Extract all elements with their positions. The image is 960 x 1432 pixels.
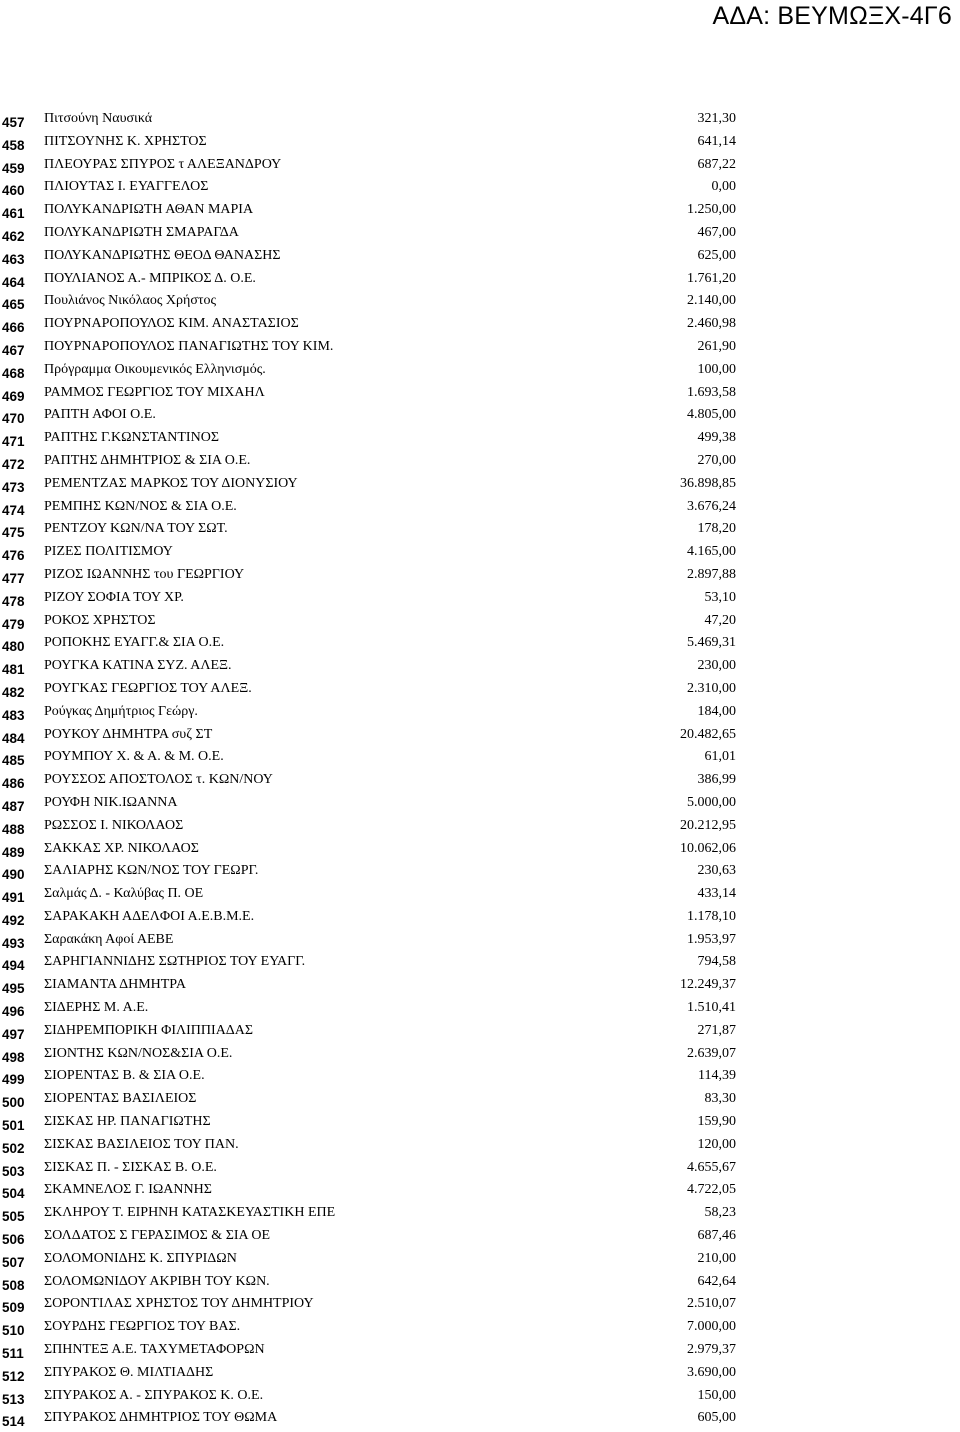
payee-name: ΣΙΣΚΑΣ ΗΡ. ΠΑΝΑΓΙΩΤΗΣ bbox=[44, 1114, 211, 1130]
list-item bbox=[0, 1318, 960, 1341]
row-number: 509 bbox=[2, 1300, 25, 1316]
list-item bbox=[0, 1181, 960, 1204]
amount-value: 321,30 bbox=[697, 111, 736, 126]
row-number: 463 bbox=[2, 251, 25, 267]
amount-value: 605,00 bbox=[697, 1410, 736, 1426]
row-number: 491 bbox=[2, 890, 25, 906]
amount-value: 100,00 bbox=[697, 361, 736, 377]
list-item bbox=[0, 543, 960, 566]
row-number: 490 bbox=[2, 867, 25, 883]
row-number: 497 bbox=[2, 1026, 25, 1042]
list-item bbox=[0, 1409, 960, 1432]
list-item bbox=[0, 771, 960, 794]
list-item bbox=[0, 1045, 960, 1068]
amount-value: 794,58 bbox=[697, 954, 736, 970]
list-item bbox=[0, 680, 960, 703]
row-number: 495 bbox=[2, 981, 25, 997]
list-item bbox=[0, 589, 960, 612]
row-number: 473 bbox=[2, 479, 25, 495]
amount-value: 4.805,00 bbox=[687, 407, 736, 423]
row-number: 487 bbox=[2, 798, 25, 814]
payee-name: Πρόγραμμα Οικουμενικός Ελληνισμός. bbox=[44, 361, 266, 377]
list-item bbox=[0, 1295, 960, 1318]
payee-name: Σαλμάς Δ. - Καλύβας Π. ΟΕ bbox=[44, 886, 204, 902]
amount-value: 0,00 bbox=[711, 179, 736, 195]
payee-name: ΡΙΖΕΣ ΠΟΛΙΤΙΣΜΟΥ bbox=[44, 544, 173, 560]
payee-name: ΣΟΥΡΔΗΣ ΓΕΩΡΓΙΟΣ ΤΟΥ ΒΑΣ. bbox=[44, 1319, 241, 1335]
row-number: 471 bbox=[2, 434, 25, 450]
amount-value: 1.953,97 bbox=[687, 931, 736, 947]
list-item bbox=[0, 1227, 960, 1250]
list-item bbox=[0, 224, 960, 247]
row-number: 485 bbox=[2, 753, 25, 769]
row-number: 484 bbox=[2, 730, 25, 746]
amount-value: 12.249,37 bbox=[680, 977, 736, 993]
row-number: 466 bbox=[2, 320, 25, 336]
payee-name: ΣΙΑΜΑΝΤΑ ΔΗΜΗΤΡΑ bbox=[44, 977, 186, 993]
payee-name: ΡΩΣΣΟΣ Ι. ΝΙΚΟΛΑΟΣ bbox=[44, 817, 184, 833]
payee-name: ΣΚΑΜΝΕΛΟΣ Γ. ΙΩΑΝΝΗΣ bbox=[44, 1182, 212, 1198]
amount-value: 1.250,00 bbox=[687, 202, 736, 218]
row-number: 475 bbox=[2, 525, 25, 541]
list-item bbox=[0, 976, 960, 999]
payee-name: ΠΟΛΥΚΑΝΔΡΙΩΤΗ ΣΜΑΡΑΓΔΑ bbox=[44, 224, 239, 240]
amount-value: 499,38 bbox=[697, 430, 736, 446]
list-item bbox=[0, 201, 960, 224]
payee-name: ΠΟΥΛΙΑΝΟΣ Α.- ΜΠΡΙΚΟΣ Δ. Ο.Ε. bbox=[44, 270, 256, 286]
row-number: 478 bbox=[2, 593, 25, 609]
document-code: ΑΔΑ: ΒΕΥΜΩΞΧ-4Γ6 bbox=[712, 2, 952, 30]
payee-name: Σαρακάκη Αφοί ΑΕΒΕ bbox=[44, 931, 174, 947]
list-item bbox=[0, 338, 960, 361]
row-number: 501 bbox=[2, 1118, 25, 1134]
row-number: 469 bbox=[2, 388, 25, 404]
row-number: 488 bbox=[2, 821, 25, 837]
row-number: 493 bbox=[2, 935, 25, 951]
list-item bbox=[0, 908, 960, 931]
row-number: 507 bbox=[2, 1254, 25, 1270]
list-item bbox=[0, 133, 960, 156]
payee-name: ΣΚΛΗΡΟΥ Τ. ΕΙΡΗΝΗ ΚΑΤΑΣΚΕΥΑΣΤΙΚΗ ΕΠΕ bbox=[44, 1205, 336, 1221]
payee-name: ΣΟΛΔΑΤΟΣ Σ ΓΕΡΑΣΙΜΟΣ & ΣΙΑ ΟΕ bbox=[44, 1228, 271, 1244]
row-number: 500 bbox=[2, 1095, 25, 1111]
list-item bbox=[0, 1364, 960, 1387]
payee-name: Ρούγκας Δημήτριος Γεώργ. bbox=[44, 703, 198, 719]
payee-name: ΡΟΥΜΠΟΥ Χ. & Α. & Μ. Ο.Ε. bbox=[44, 749, 224, 765]
list-item bbox=[0, 1159, 960, 1182]
payee-name: ΡΕΜΕΝΤΖΑΣ ΜΑΡΚΟΣ ΤΟΥ ΔΙΟΝΥΣΙΟΥ bbox=[44, 475, 298, 491]
payee-name: Πουλιάνος Νικόλαος Χρήστος bbox=[44, 293, 217, 309]
row-number: 489 bbox=[2, 844, 25, 860]
payee-name: ΣΠΥΡΑΚΟΣ ΔΗΜΗΤΡΙΟΣ ΤΟΥ ΘΩΜΑ bbox=[44, 1410, 278, 1426]
amount-value: 270,00 bbox=[697, 452, 736, 468]
row-number: 504 bbox=[2, 1186, 25, 1202]
amount-value: 1.510,41 bbox=[687, 1000, 736, 1016]
list-item bbox=[0, 794, 960, 817]
row-number: 499 bbox=[2, 1072, 25, 1088]
list-item bbox=[0, 657, 960, 680]
list-item bbox=[0, 634, 960, 657]
row-number: 457 bbox=[2, 115, 25, 130]
row-number: 480 bbox=[2, 639, 25, 655]
payee-name: ΡΙΖΟΥ ΣΟΦΙΑ ΤΟΥ ΧΡ. bbox=[44, 589, 184, 605]
payee-name: ΡΟΥΚΟΥ ΔΗΜΗΤΡΑ συζ ΣΤ bbox=[44, 726, 213, 742]
list-item bbox=[0, 1341, 960, 1364]
payee-name: ΠΛΙΟΥΤΑΣ Ι. ΕΥΑΓΓΕΛΟΣ bbox=[44, 179, 209, 195]
amount-value: 47,20 bbox=[704, 612, 736, 628]
row-number: 506 bbox=[2, 1232, 25, 1248]
row-number: 470 bbox=[2, 411, 25, 427]
list-item bbox=[0, 156, 960, 179]
list-item bbox=[0, 1090, 960, 1113]
amount-value: 4.722,05 bbox=[687, 1182, 736, 1198]
list-item bbox=[0, 498, 960, 521]
amount-value: 1.761,20 bbox=[687, 270, 736, 286]
row-number: 467 bbox=[2, 342, 25, 358]
payee-name: ΡΑΜΜΟΣ ΓΕΩΡΓΙΟΣ ΤΟΥ ΜΙΧΑΗΛ bbox=[44, 384, 265, 400]
list-item bbox=[0, 1067, 960, 1090]
payee-name: ΡΟΥΓΚΑ ΚΑΤΙΝΑ ΣΥΖ. ΑΛΕΞ. bbox=[44, 658, 232, 674]
row-number: 459 bbox=[2, 160, 25, 176]
amount-value: 1.693,58 bbox=[687, 384, 736, 400]
list-item bbox=[0, 566, 960, 589]
list-item bbox=[0, 726, 960, 749]
amount-value: 433,14 bbox=[697, 886, 736, 902]
amount-value: 178,20 bbox=[697, 521, 736, 537]
row-number: 503 bbox=[2, 1163, 25, 1179]
row-number: 464 bbox=[2, 274, 25, 290]
list-item bbox=[0, 885, 960, 908]
amount-value: 4.165,00 bbox=[687, 544, 736, 560]
row-number: 511 bbox=[2, 1346, 24, 1362]
list-item bbox=[0, 862, 960, 885]
list-item bbox=[0, 406, 960, 429]
amount-value: 625,00 bbox=[697, 247, 736, 263]
amount-value: 261,90 bbox=[697, 338, 736, 354]
list-item bbox=[0, 315, 960, 338]
payee-name: ΡΕΜΠΗΣ ΚΩΝ/ΝΟΣ & ΣΙΑ Ο.Ε. bbox=[44, 498, 237, 514]
row-number: 505 bbox=[2, 1209, 25, 1225]
list-item bbox=[0, 361, 960, 384]
row-number: 502 bbox=[2, 1140, 25, 1156]
list-item bbox=[0, 1113, 960, 1136]
amount-value: 150,00 bbox=[697, 1387, 736, 1403]
amount-value: 210,00 bbox=[697, 1250, 736, 1266]
row-number: 465 bbox=[2, 297, 25, 313]
row-number: 496 bbox=[2, 1004, 25, 1020]
row-number: 483 bbox=[2, 707, 25, 723]
amount-value: 271,87 bbox=[697, 1022, 736, 1038]
amount-value: 2.979,37 bbox=[687, 1342, 736, 1358]
payee-name: ΡΕΝΤΖΟΥ ΚΩΝ/ΝΑ ΤΟΥ ΣΩΤ. bbox=[44, 521, 228, 537]
list-item bbox=[0, 953, 960, 976]
payee-name: ΣΑΚΚΑΣ ΧΡ. ΝΙΚΟΛΑΟΣ bbox=[44, 840, 199, 856]
row-number: 482 bbox=[2, 684, 25, 700]
amount-value: 61,01 bbox=[704, 749, 736, 765]
list-item bbox=[0, 110, 960, 133]
payee-name: ΣΙΣΚΑΣ ΒΑΣΙΛΕΙΟΣ ΤΟΥ ΠΑΝ. bbox=[44, 1136, 239, 1152]
payee-name: ΡΟΚΟΣ ΧΡΗΣΤΟΣ bbox=[44, 612, 156, 628]
list-item bbox=[0, 452, 960, 475]
list-item bbox=[0, 1136, 960, 1159]
row-number: 508 bbox=[2, 1277, 25, 1293]
amount-value: 3.690,00 bbox=[687, 1364, 736, 1380]
amount-value: 2.140,00 bbox=[687, 293, 736, 309]
payee-name: ΡΟΠΟΚΗΣ ΕΥΑΓΓ.& ΣΙΑ Ο.Ε. bbox=[44, 635, 225, 651]
row-number: 492 bbox=[2, 912, 25, 928]
payee-name: ΣΟΡΟΝΤΙΛΑΣ ΧΡΗΣΤΟΣ ΤΟΥ ΔΗΜΗΤΡΙΟΥ bbox=[44, 1296, 314, 1312]
amount-value: 1.178,10 bbox=[687, 908, 736, 924]
amount-value: 2.897,88 bbox=[687, 566, 736, 582]
amount-value: 10.062,06 bbox=[680, 840, 736, 856]
amount-value: 642,64 bbox=[697, 1273, 736, 1289]
amount-value: 5.000,00 bbox=[687, 794, 736, 810]
payee-name: ΠΟΛΥΚΑΝΔΡΙΩΤΗ ΑΘΑΝ ΜΑΡΙΑ bbox=[44, 202, 254, 218]
list-item bbox=[0, 384, 960, 407]
list-item bbox=[0, 247, 960, 270]
list-item bbox=[0, 178, 960, 201]
row-number: 458 bbox=[2, 137, 25, 153]
list-item bbox=[0, 429, 960, 452]
payee-name: ΣΙΔΗΡΕΜΠΟΡΙΚΗ ΦΙΛΙΠΠΙΑΔΑΣ bbox=[44, 1022, 254, 1038]
row-number: 486 bbox=[2, 776, 25, 792]
payee-name: ΣΙΟΡΕΝΤΑΣ Β. & ΣΙΑ Ο.Ε. bbox=[44, 1068, 205, 1084]
row-number: 477 bbox=[2, 570, 25, 586]
list-item bbox=[0, 520, 960, 543]
amount-value: 184,00 bbox=[697, 703, 736, 719]
payee-name: ΣΠΥΡΑΚΟΣ Θ. ΜΙΛΤΙΑΔΗΣ bbox=[44, 1364, 214, 1380]
payee-name: ΣΠΗΝΤΕΞ Α.Ε. ΤΑΧΥΜΕΤΑΦΟΡΩΝ bbox=[44, 1342, 265, 1358]
payee-name: ΣΙΟΡΕΝΤΑΣ ΒΑΣΙΛΕΙΟΣ bbox=[44, 1091, 197, 1107]
list-item bbox=[0, 1204, 960, 1227]
amount-value: 7.000,00 bbox=[687, 1319, 736, 1335]
list-item bbox=[0, 1387, 960, 1410]
payee-name: ΣΙΔΕΡΗΣ Μ. Α.Ε. bbox=[44, 1000, 149, 1016]
amount-value: 230,63 bbox=[697, 863, 736, 879]
amount-value: 3.676,24 bbox=[687, 498, 736, 514]
amount-value: 467,00 bbox=[697, 224, 736, 240]
payee-name: ΠΙΤΣΟΥΝΗΣ Κ. ΧΡΗΣΤΟΣ bbox=[44, 133, 207, 149]
list-item bbox=[0, 931, 960, 954]
amount-value: 53,10 bbox=[704, 589, 736, 605]
row-number: 481 bbox=[2, 662, 25, 678]
payee-name: ΡΙΖΟΣ ΙΩΑΝΝΗΣ του ΓΕΩΡΓΙΟΥ bbox=[44, 566, 245, 582]
payee-name: ΣΑΡΑΚΑΚΗ ΑΔΕΛΦΟΙ Α.Ε.Β.Μ.Ε. bbox=[44, 908, 255, 924]
row-number: 461 bbox=[2, 206, 25, 222]
row-number: 472 bbox=[2, 456, 25, 472]
amount-value: 386,99 bbox=[697, 772, 736, 788]
row-number: 498 bbox=[2, 1049, 25, 1065]
row-number: 514 bbox=[2, 1414, 25, 1430]
row-number: 462 bbox=[2, 228, 25, 244]
list-item bbox=[0, 748, 960, 771]
row-number: 468 bbox=[2, 365, 25, 381]
amount-value: 20.482,65 bbox=[680, 726, 736, 742]
payee-list bbox=[0, 110, 960, 1432]
payee-name: ΣΑΛΙΑΡΗΣ ΚΩΝ/ΝΟΣ ΤΟΥ ΓΕΩΡΓ. bbox=[44, 863, 259, 879]
payee-name: ΡΟΥΓΚΑΣ ΓΕΩΡΓΙΟΣ ΤΟΥ ΑΛΕΞ. bbox=[44, 680, 252, 696]
list-item bbox=[0, 612, 960, 635]
amount-value: 83,30 bbox=[704, 1091, 736, 1107]
amount-value: 687,46 bbox=[697, 1228, 736, 1244]
list-item bbox=[0, 270, 960, 293]
amount-value: 2.310,00 bbox=[687, 680, 736, 696]
row-number: 479 bbox=[2, 616, 25, 632]
amount-value: 230,00 bbox=[697, 658, 736, 674]
payee-name: Πιτσούνη Ναυσικά bbox=[44, 111, 153, 126]
payee-name: ΣΑΡΗΓΙΑΝΝΙΔΗΣ ΣΩΤΗΡΙΟΣ ΤΟΥ ΕΥΑΓΓ. bbox=[44, 954, 306, 970]
list-item bbox=[0, 1250, 960, 1273]
row-number: 494 bbox=[2, 958, 25, 974]
payee-name: ΡΑΠΤΗ ΑΦΟΙ Ο.Ε. bbox=[44, 407, 156, 423]
payee-name: ΣΙΣΚΑΣ Π. - ΣΙΣΚΑΣ Β. Ο.Ε. bbox=[44, 1159, 217, 1175]
list-item bbox=[0, 999, 960, 1022]
amount-value: 58,23 bbox=[704, 1205, 736, 1221]
list-item bbox=[0, 1273, 960, 1296]
amount-value: 159,90 bbox=[697, 1114, 736, 1130]
payee-name: ΡΑΠΤΗΣ ΔΗΜΗΤΡΙΟΣ & ΣΙΑ Ο.Ε. bbox=[44, 452, 251, 468]
amount-value: 36.898,85 bbox=[680, 475, 736, 491]
row-number: 513 bbox=[2, 1391, 25, 1407]
payee-name: ΣΟΛΟΜΩΝΙΔΟΥ ΑΚΡΙΒΗ ΤΟΥ ΚΩΝ. bbox=[44, 1273, 270, 1289]
payee-name: ΠΛΕΟΥΡΑΣ ΣΠΥΡΟΣ τ ΑΛΕΞΑΝΔΡΟΥ bbox=[44, 156, 282, 172]
amount-value: 5.469,31 bbox=[687, 635, 736, 651]
list-item bbox=[0, 475, 960, 498]
list-item bbox=[0, 703, 960, 726]
amount-value: 114,39 bbox=[698, 1068, 736, 1084]
list-item bbox=[0, 1022, 960, 1045]
row-number: 510 bbox=[2, 1323, 25, 1339]
row-number: 476 bbox=[2, 548, 25, 564]
row-number: 512 bbox=[2, 1368, 25, 1384]
list-item bbox=[0, 840, 960, 863]
payee-name: ΣΠΥΡΑΚΟΣ Α. - ΣΠΥΡΑΚΟΣ Κ. Ο.Ε. bbox=[44, 1387, 264, 1403]
amount-value: 20.212,95 bbox=[680, 817, 736, 833]
row-number: 474 bbox=[2, 502, 25, 518]
amount-value: 641,14 bbox=[697, 133, 736, 149]
amount-value: 2.510,07 bbox=[687, 1296, 736, 1312]
payee-name: ΣΙΟΝΤΗΣ ΚΩΝ/ΝΟΣ&ΣΙΑ Ο.Ε. bbox=[44, 1045, 233, 1061]
amount-value: 2.460,98 bbox=[687, 316, 736, 332]
payee-name: ΡΟΥΣΣΟΣ ΑΠΟΣΤΟΛΟΣ τ. ΚΩΝ/ΝΟΥ bbox=[44, 772, 273, 788]
amount-value: 4.655,67 bbox=[687, 1159, 736, 1175]
payee-name: ΣΟΛΟΜΟΝΙΔΗΣ Κ. ΣΠΥΡΙΔΩΝ bbox=[44, 1250, 237, 1266]
payee-name: ΡΟΥΦΗ ΝΙΚ.ΙΩΑΝΝΑ bbox=[44, 794, 178, 810]
payee-name: ΡΑΠΤΗΣ Γ.ΚΩΝΣΤΑΝΤΙΝΟΣ bbox=[44, 430, 219, 446]
amount-value: 687,22 bbox=[697, 156, 736, 172]
payee-name: ΠΟΛΥΚΑΝΔΡΙΩΤΗΣ ΘΕΟΔ ΘΑΝΑΣΗΣ bbox=[44, 247, 281, 263]
payee-name: ΠΟΥΡΝΑΡΟΠΟΥΛΟΣ ΚΙΜ. ΑΝΑΣΤΑΣΙΟΣ bbox=[44, 316, 299, 332]
row-number: 460 bbox=[2, 183, 25, 199]
amount-value: 2.639,07 bbox=[687, 1045, 736, 1061]
payee-name: ΠΟΥΡΝΑΡΟΠΟΥΛΟΣ ΠΑΝΑΓΙΩΤΗΣ ΤΟΥ ΚΙΜ. bbox=[44, 338, 334, 354]
amount-value: 120,00 bbox=[697, 1136, 736, 1152]
list-item bbox=[0, 292, 960, 315]
list-item bbox=[0, 817, 960, 840]
